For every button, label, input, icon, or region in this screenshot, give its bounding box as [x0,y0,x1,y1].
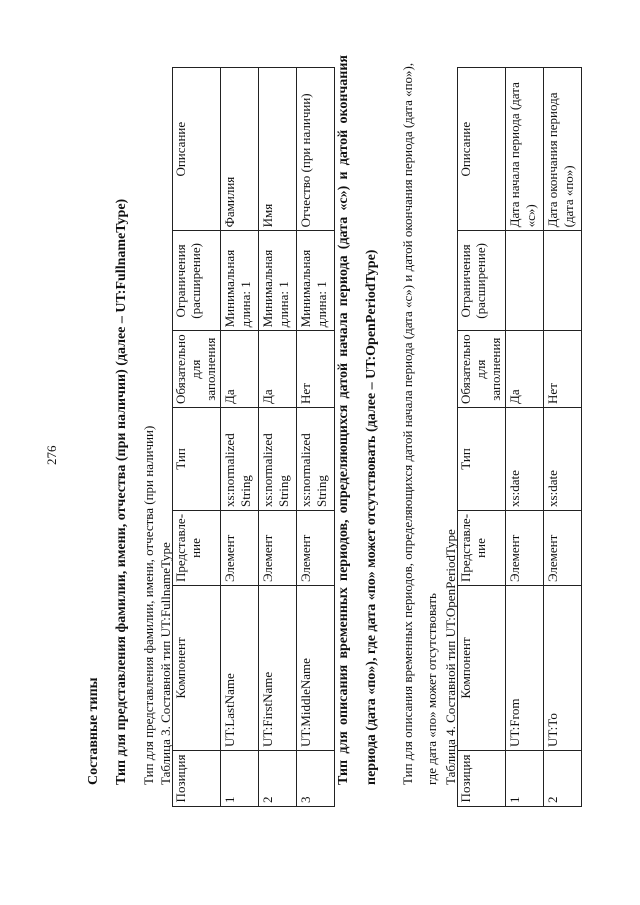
col-header-position: Позиция [458,751,506,807]
fullname-table [172,67,335,807]
col-header-representation: Представле-ние [173,510,221,585]
col-header-component: Компонент [458,586,506,751]
col-header-restrictions: Ограничения (расширение) [458,231,506,331]
cell-restrictions [505,231,543,331]
col-header-description: Описание [173,68,221,231]
col-header-required: Обязательно для заполнения [458,331,506,408]
cell-restrictions [543,231,581,331]
cell-position: 2 [543,751,581,807]
cell-position: 1 [505,751,543,807]
table-row [296,68,334,807]
cell-description: Имя [258,68,296,231]
cell-position: 2 [258,751,296,807]
table-row [220,68,258,807]
section-title: Составные типы [86,677,101,785]
cell-component: UT:FirstName [258,586,296,751]
table-row [505,68,543,807]
fullname-intro: Тип для представления фамилии, имени, отчества (при наличии) [141,425,156,785]
cell-type: xs:normalized String [258,407,296,510]
col-header-component: Компонент [173,586,221,751]
cell-representation: Элемент [220,510,258,585]
table-header-row [458,68,506,807]
cell-description: Дата начала периода (дата «с») [505,68,543,231]
cell-description: Фамилия [220,68,258,231]
col-header-required: Обязательно для заполнения [173,331,221,408]
cell-required: Да [505,331,543,408]
table-row [543,68,581,807]
cell-description: Дата окончания периода (дата «по») [543,68,581,231]
table-header-row [173,68,221,807]
cell-component: UT:MiddleName [296,586,334,751]
period-intro: Тип для описания временных периодов, определяющихся датой начала периода (дата «с») и датой окончания периода (дата «по»), где дата «по» может отсутствовать [400,62,439,785]
cell-component: UT:From [505,586,543,751]
cell-component: UT:LastName [220,586,258,751]
cell-position: 1 [220,751,258,807]
cell-type: xs:date [543,407,581,510]
cell-type: xs:normalized String [220,407,258,510]
cell-type: xs:date [505,407,543,510]
col-header-type: Тип [458,407,506,510]
col-header-description: Описание [458,68,506,231]
cell-type: xs:normalized String [296,407,334,510]
col-header-position: Позиция [173,751,221,807]
cell-restrictions: Минимальная длина: 1 [220,231,258,331]
col-header-restrictions: Ограничения (расширение) [173,231,221,331]
cell-representation: Элемент [296,510,334,585]
page-number: 276 [44,445,59,465]
table-4-caption: Таблица 4. Составной тип UT:OpenPeriodType [443,529,458,785]
cell-representation: Элемент [543,510,581,585]
table-row [258,68,296,807]
cell-position: 3 [296,751,334,807]
cell-required: Да [220,331,258,408]
cell-restrictions: Минимальная длина: 1 [296,231,334,331]
cell-required: Да [258,331,296,408]
cell-description: Отчество (при наличии) [296,68,334,231]
cell-required: Нет [543,331,581,408]
cell-required: Нет [296,331,334,408]
cell-representation: Элемент [505,510,543,585]
period-heading: Тип для описания временных периодов, определяющихся датой начала периода (дата «с») и датой окончания периода (дата «по»), где дата «по» может отсутствовать (далее – UT:OpenPeriodType) [336,55,379,785]
cell-component: UT:To [543,586,581,751]
col-header-type: Тип [173,407,221,510]
cell-restrictions: Минимальная длина: 1 [258,231,296,331]
fullname-heading: Тип для представления фамилии, имени, отчества (при наличии) (далее – UT:FullnameType) [114,198,129,785]
period-table [457,67,582,807]
cell-representation: Элемент [258,510,296,585]
col-header-representation: Представле-ние [458,510,506,585]
table-3-caption: Таблица 3. Составной тип UT:FullnameType [158,542,173,785]
